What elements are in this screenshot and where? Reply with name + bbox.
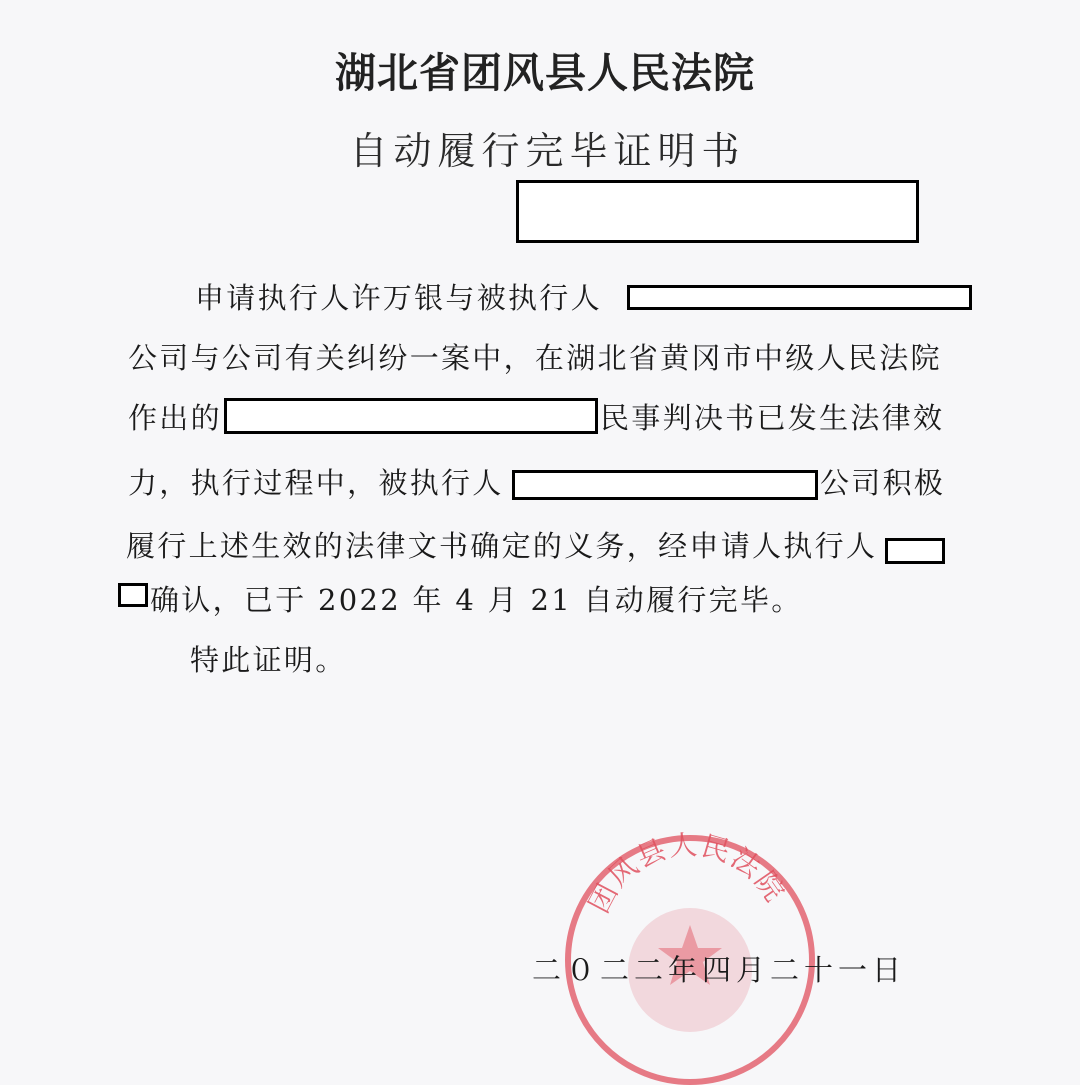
body-text: 作出的: [128, 401, 222, 435]
body-text: 民事判决书已发生法律效: [600, 401, 945, 435]
redaction-box-applicant: [885, 538, 945, 564]
body-line-5: [126, 526, 877, 566]
body-line-2: [128, 338, 942, 378]
seal-text: 团风县人民法院: [582, 828, 793, 919]
body-text: 公司积极: [820, 466, 946, 500]
body-line-3-cont: [600, 398, 944, 438]
body-line-4: [128, 463, 504, 503]
closing-text: 特此证明。: [190, 643, 347, 677]
body-text: 确认，已于 2022 年 4 月 21 自动履行完毕。: [150, 583, 803, 617]
issue-date: 二０二二年四月二十一日: [532, 953, 907, 987]
redaction-box-case-number: [516, 180, 919, 243]
body-line-1: [195, 278, 602, 318]
document-title: 自动履行完毕证明书: [349, 129, 746, 173]
body-line-6: [150, 580, 803, 620]
court-name: 湖北省团风县人民法院: [335, 49, 755, 97]
svg-text:团风县人民法院: [582, 828, 792, 918]
redaction-box-respondent-2: [512, 470, 818, 500]
body-line-3: [128, 398, 222, 438]
redaction-box-respondent: [627, 285, 972, 310]
body-line-4-cont: [820, 463, 945, 503]
body-text: 力，执行过程中，被执行人: [128, 466, 504, 500]
body-text: 申请执行人许万银与被执行人: [195, 281, 602, 315]
body-text: 公司与公司有关纠纷一案中，在湖北省黄冈市中级人民法院: [128, 341, 942, 375]
redaction-box-judgment-number: [224, 398, 598, 434]
redaction-box-applicant-2: [118, 583, 148, 607]
body-text: 履行上述生效的法律文书确定的义务，经申请人执行人: [126, 529, 878, 563]
closing-line: [190, 640, 347, 680]
